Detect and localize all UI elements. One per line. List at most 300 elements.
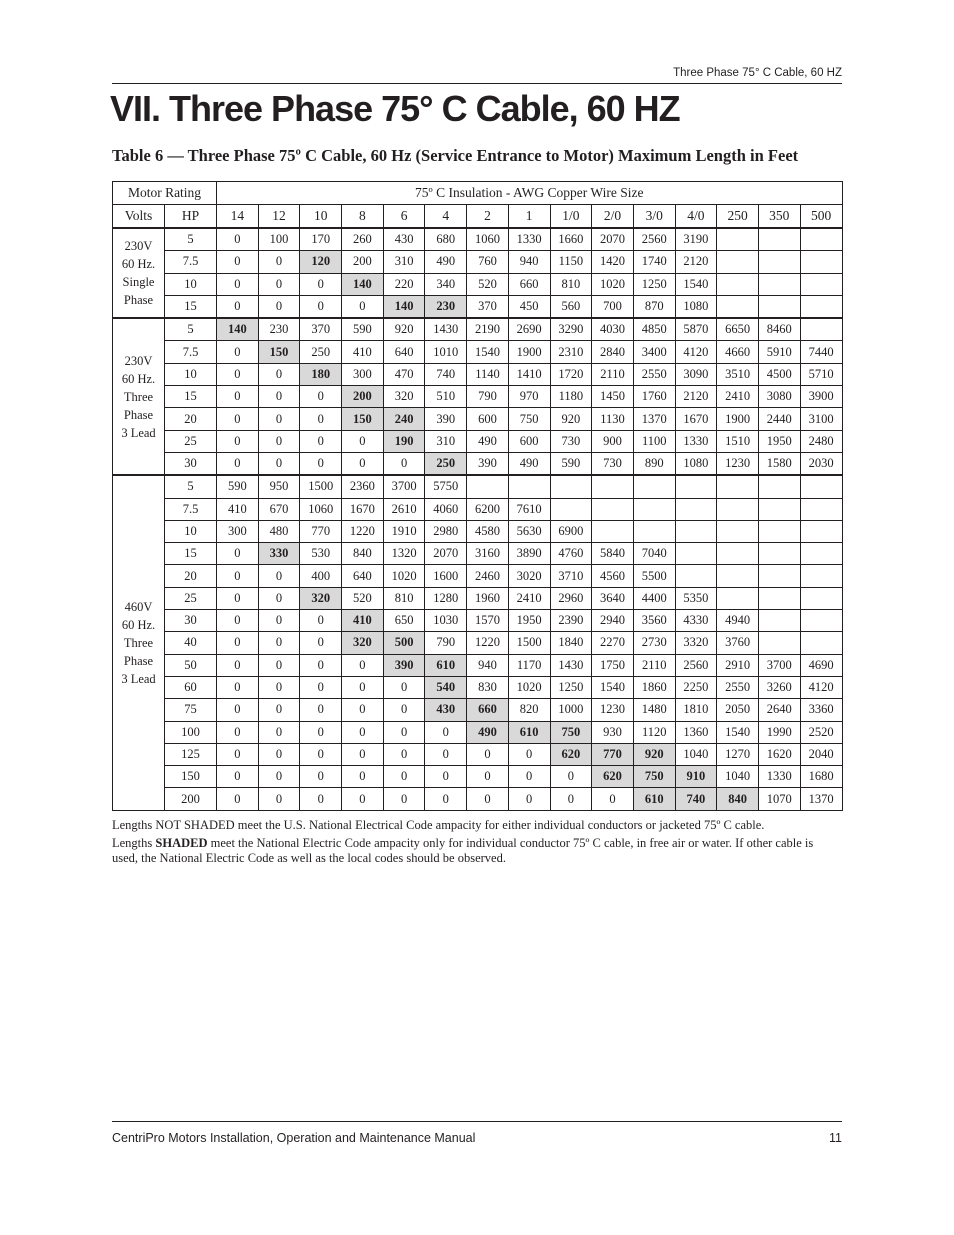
length-cell <box>592 475 634 498</box>
table-row <box>113 676 843 698</box>
length-cell: 4400 <box>633 587 675 609</box>
length-cell: 330 <box>258 543 300 565</box>
length-cell: 0 <box>425 788 467 810</box>
length-cell: 5710 <box>800 363 842 385</box>
length-cell: 1230 <box>717 452 759 475</box>
length-cell: 1620 <box>758 743 800 765</box>
length-cell: 1540 <box>592 676 634 698</box>
length-cell <box>467 475 509 498</box>
volts-line: 230V <box>124 239 153 254</box>
table-row <box>113 408 843 430</box>
length-cell: 510 <box>425 386 467 408</box>
length-cell: 940 <box>508 251 550 273</box>
length-cell: 770 <box>592 743 634 765</box>
table-notes <box>112 818 842 869</box>
length-cell: 2110 <box>592 363 634 385</box>
length-cell: 750 <box>508 408 550 430</box>
length-cell <box>758 632 800 654</box>
length-cell: 810 <box>383 587 425 609</box>
length-cell: 0 <box>258 363 300 385</box>
length-cell: 150 <box>342 408 384 430</box>
length-cell: 2550 <box>717 676 759 698</box>
length-cell: 490 <box>467 430 509 452</box>
length-cell <box>758 273 800 295</box>
wire-size-header: 1 <box>508 205 550 229</box>
length-cell: 3640 <box>592 587 634 609</box>
length-cell: 410 <box>342 610 384 632</box>
length-cell: 400 <box>300 565 342 587</box>
hp-cell: 20 <box>165 408 217 430</box>
length-cell: 0 <box>258 788 300 810</box>
length-cell: 4500 <box>758 363 800 385</box>
length-cell: 890 <box>633 452 675 475</box>
length-cell: 7040 <box>633 543 675 565</box>
length-cell: 600 <box>467 408 509 430</box>
length-cell: 950 <box>258 475 300 498</box>
length-cell: 190 <box>383 430 425 452</box>
length-cell: 0 <box>342 699 384 721</box>
length-cell: 390 <box>467 452 509 475</box>
length-cell: 2120 <box>675 386 717 408</box>
length-cell: 1100 <box>633 430 675 452</box>
length-cell: 660 <box>467 699 509 721</box>
length-cell: 0 <box>300 452 342 475</box>
length-cell: 0 <box>258 273 300 295</box>
length-cell: 1960 <box>467 587 509 609</box>
length-cell: 1120 <box>633 721 675 743</box>
length-cell: 0 <box>467 743 509 765</box>
hp-cell: 7.5 <box>165 341 217 363</box>
hp-header: HP <box>165 205 217 229</box>
length-cell: 230 <box>425 295 467 318</box>
length-cell: 0 <box>217 363 259 385</box>
length-cell: 370 <box>300 318 342 341</box>
length-cell <box>717 251 759 273</box>
length-cell: 1000 <box>550 699 592 721</box>
volts-line: 230V <box>124 353 153 368</box>
length-cell: 1570 <box>467 610 509 632</box>
length-cell: 2980 <box>425 520 467 542</box>
wire-size-header: 1/0 <box>550 205 592 229</box>
length-cell: 0 <box>300 386 342 408</box>
length-cell: 480 <box>258 520 300 542</box>
length-cell: 1080 <box>675 452 717 475</box>
hp-cell: 40 <box>165 632 217 654</box>
length-cell: 0 <box>342 743 384 765</box>
length-cell: 1680 <box>800 766 842 788</box>
length-cell: 0 <box>383 452 425 475</box>
hp-cell: 150 <box>165 766 217 788</box>
length-cell: 3760 <box>717 632 759 654</box>
length-cell: 1280 <box>425 587 467 609</box>
length-cell: 370 <box>467 295 509 318</box>
length-cell: 470 <box>383 363 425 385</box>
length-cell: 2120 <box>675 251 717 273</box>
table-row <box>113 452 843 475</box>
length-cell: 0 <box>342 430 384 452</box>
length-cell: 870 <box>633 295 675 318</box>
length-cell: 0 <box>425 743 467 765</box>
length-cell: 0 <box>383 788 425 810</box>
table-row <box>113 341 843 363</box>
hp-cell: 5 <box>165 318 217 341</box>
table-row <box>113 475 843 498</box>
hp-cell: 25 <box>165 587 217 609</box>
length-cell: 750 <box>550 721 592 743</box>
length-cell: 430 <box>383 228 425 251</box>
length-cell: 2050 <box>717 699 759 721</box>
length-cell: 7610 <box>508 498 550 520</box>
length-cell: 1020 <box>383 565 425 587</box>
length-cell: 790 <box>467 386 509 408</box>
table-row <box>113 251 843 273</box>
length-cell: 140 <box>217 318 259 341</box>
hp-cell: 200 <box>165 788 217 810</box>
length-cell <box>508 475 550 498</box>
length-cell: 1500 <box>508 632 550 654</box>
length-cell: 1740 <box>633 251 675 273</box>
length-cell: 390 <box>425 408 467 430</box>
table-row <box>113 565 843 587</box>
length-cell: 590 <box>550 452 592 475</box>
length-cell: 230 <box>258 318 300 341</box>
hp-cell: 30 <box>165 452 217 475</box>
length-cell: 1480 <box>633 699 675 721</box>
length-cell: 770 <box>300 520 342 542</box>
length-cell: 220 <box>383 273 425 295</box>
length-cell: 1270 <box>717 743 759 765</box>
length-cell <box>800 251 842 273</box>
length-cell: 2110 <box>633 654 675 676</box>
length-cell: 3900 <box>800 386 842 408</box>
length-cell <box>758 228 800 251</box>
length-cell: 650 <box>383 610 425 632</box>
length-cell: 2190 <box>467 318 509 341</box>
length-cell: 180 <box>300 363 342 385</box>
length-cell: 1950 <box>758 430 800 452</box>
hp-cell: 10 <box>165 520 217 542</box>
length-cell: 4120 <box>675 341 717 363</box>
length-cell: 3890 <box>508 543 550 565</box>
length-cell: 530 <box>300 543 342 565</box>
length-cell: 2070 <box>592 228 634 251</box>
length-cell <box>758 520 800 542</box>
hp-cell: 15 <box>165 543 217 565</box>
hp-cell: 100 <box>165 721 217 743</box>
length-cell: 170 <box>300 228 342 251</box>
length-cell: 1810 <box>675 699 717 721</box>
length-cell: 1130 <box>592 408 634 430</box>
length-cell: 1330 <box>675 430 717 452</box>
length-cell: 2270 <box>592 632 634 654</box>
length-cell: 610 <box>425 654 467 676</box>
length-cell: 3260 <box>758 676 800 698</box>
volts-cell <box>113 475 165 810</box>
length-cell: 0 <box>217 228 259 251</box>
length-cell: 310 <box>383 251 425 273</box>
length-cell: 740 <box>675 788 717 810</box>
length-cell: 2460 <box>467 565 509 587</box>
length-cell: 0 <box>217 430 259 452</box>
length-cell: 0 <box>217 699 259 721</box>
length-cell: 0 <box>258 408 300 430</box>
length-cell: 2480 <box>800 430 842 452</box>
length-cell <box>800 587 842 609</box>
length-cell <box>717 475 759 498</box>
length-cell: 3100 <box>800 408 842 430</box>
note-not-shaded: Lengths NOT SHADED meet the U.S. National Electrical Code ampacity for either individual conductors or jacketed 75º C cable. <box>112 818 765 832</box>
length-cell: 0 <box>217 587 259 609</box>
length-cell: 0 <box>425 721 467 743</box>
length-cell: 0 <box>258 386 300 408</box>
length-cell: 0 <box>550 766 592 788</box>
length-cell: 3290 <box>550 318 592 341</box>
hp-cell: 10 <box>165 363 217 385</box>
length-cell: 5500 <box>633 565 675 587</box>
length-cell: 500 <box>383 632 425 654</box>
volts-cell <box>113 318 165 475</box>
length-cell: 0 <box>217 610 259 632</box>
length-cell: 1080 <box>675 295 717 318</box>
wire-size-header: 2/0 <box>592 205 634 229</box>
length-cell: 250 <box>300 341 342 363</box>
length-cell: 840 <box>717 788 759 810</box>
length-cell: 3080 <box>758 386 800 408</box>
length-cell: 0 <box>592 788 634 810</box>
length-cell: 0 <box>217 676 259 698</box>
hp-cell: 5 <box>165 475 217 498</box>
length-cell: 5750 <box>425 475 467 498</box>
length-cell: 0 <box>258 699 300 721</box>
length-cell: 1990 <box>758 721 800 743</box>
length-cell: 0 <box>258 654 300 676</box>
length-cell: 0 <box>300 743 342 765</box>
length-cell: 0 <box>300 273 342 295</box>
length-cell: 1840 <box>550 632 592 654</box>
length-cell: 3320 <box>675 632 717 654</box>
length-cell: 1180 <box>550 386 592 408</box>
length-cell <box>592 498 634 520</box>
length-cell: 6650 <box>717 318 759 341</box>
length-cell: 520 <box>467 273 509 295</box>
length-cell: 2910 <box>717 654 759 676</box>
length-cell: 2840 <box>592 341 634 363</box>
length-cell: 1330 <box>758 766 800 788</box>
length-cell: 240 <box>383 408 425 430</box>
length-cell: 410 <box>217 498 259 520</box>
length-cell: 1540 <box>717 721 759 743</box>
length-cell: 1670 <box>342 498 384 520</box>
table-caption: Table 6 — Three Phase 75º C Cable, 60 Hz (Service Entrance to Motor) Maximum Length in Feet <box>112 146 799 165</box>
hp-cell: 15 <box>165 295 217 318</box>
volts-line: 60 Hz. <box>121 617 156 632</box>
length-cell: 1230 <box>592 699 634 721</box>
length-cell <box>800 610 842 632</box>
length-cell: 4850 <box>633 318 675 341</box>
length-cell: 3400 <box>633 341 675 363</box>
length-cell: 200 <box>342 251 384 273</box>
length-cell <box>550 498 592 520</box>
cable-length-table <box>112 181 843 811</box>
length-cell: 1010 <box>425 341 467 363</box>
length-cell: 0 <box>300 430 342 452</box>
length-cell: 4580 <box>467 520 509 542</box>
hp-cell: 125 <box>165 743 217 765</box>
length-cell: 0 <box>383 699 425 721</box>
length-cell: 840 <box>342 543 384 565</box>
length-cell <box>758 498 800 520</box>
length-cell: 1450 <box>592 386 634 408</box>
manual-title: CentriPro Motors Installation, Operation and Maintenance Manual <box>112 1131 476 1145</box>
table-row <box>113 788 843 810</box>
table-row <box>113 610 843 632</box>
length-cell: 260 <box>342 228 384 251</box>
length-cell <box>758 295 800 318</box>
length-cell: 0 <box>217 408 259 430</box>
length-cell: 5870 <box>675 318 717 341</box>
length-cell: 810 <box>550 273 592 295</box>
length-cell: 0 <box>508 766 550 788</box>
length-cell: 4690 <box>800 654 842 676</box>
length-cell: 1720 <box>550 363 592 385</box>
hp-cell: 30 <box>165 610 217 632</box>
length-cell: 100 <box>258 228 300 251</box>
length-cell: 1410 <box>508 363 550 385</box>
length-cell: 0 <box>300 295 342 318</box>
length-cell <box>675 475 717 498</box>
length-cell: 0 <box>217 543 259 565</box>
length-cell: 640 <box>383 341 425 363</box>
length-cell: 730 <box>592 452 634 475</box>
section-title: VII. Three Phase 75° C Cable, 60 HZ <box>110 88 680 129</box>
length-cell: 0 <box>258 565 300 587</box>
length-cell <box>800 632 842 654</box>
length-cell: 3360 <box>800 699 842 721</box>
page-number: 11 <box>829 1131 842 1145</box>
wire-size-header: 500 <box>800 205 842 229</box>
hp-cell: 15 <box>165 386 217 408</box>
length-cell: 4560 <box>592 565 634 587</box>
length-cell: 3160 <box>467 543 509 565</box>
length-cell: 140 <box>383 295 425 318</box>
length-cell: 1510 <box>717 430 759 452</box>
length-cell: 0 <box>217 654 259 676</box>
hp-cell: 25 <box>165 430 217 452</box>
length-cell: 2610 <box>383 498 425 520</box>
wire-size-header: 10 <box>300 205 342 229</box>
length-cell: 790 <box>425 632 467 654</box>
length-cell: 1370 <box>800 788 842 810</box>
length-cell: 0 <box>217 565 259 587</box>
length-cell <box>550 475 592 498</box>
length-cell: 1950 <box>508 610 550 632</box>
length-cell: 0 <box>508 743 550 765</box>
volts-line: 460V <box>124 599 153 614</box>
hp-cell: 50 <box>165 654 217 676</box>
length-cell: 740 <box>425 363 467 385</box>
length-cell: 340 <box>425 273 467 295</box>
length-cell: 0 <box>258 251 300 273</box>
length-cell: 2690 <box>508 318 550 341</box>
note-shaded-prefix: Lengths <box>112 836 156 850</box>
length-cell: 0 <box>383 676 425 698</box>
length-cell: 2440 <box>758 408 800 430</box>
volts-line: 60 Hz. <box>121 257 156 272</box>
length-cell: 0 <box>300 766 342 788</box>
length-cell: 1500 <box>300 475 342 498</box>
length-cell: 390 <box>383 654 425 676</box>
length-cell: 0 <box>217 632 259 654</box>
length-cell: 410 <box>342 341 384 363</box>
volts-line: Phase <box>123 653 154 668</box>
length-cell: 4120 <box>800 676 842 698</box>
table-row <box>113 228 843 251</box>
volts-line: Single <box>122 275 155 290</box>
length-cell: 0 <box>258 295 300 318</box>
length-cell: 3560 <box>633 610 675 632</box>
length-cell: 590 <box>217 475 259 498</box>
length-cell <box>800 318 842 341</box>
length-cell: 760 <box>467 251 509 273</box>
length-cell: 0 <box>300 721 342 743</box>
table-row <box>113 699 843 721</box>
length-cell: 540 <box>425 676 467 698</box>
length-cell: 4760 <box>550 543 592 565</box>
length-cell: 1060 <box>300 498 342 520</box>
length-cell: 830 <box>467 676 509 698</box>
table-row <box>113 386 843 408</box>
length-cell <box>800 520 842 542</box>
length-cell <box>592 520 634 542</box>
length-cell: 0 <box>217 788 259 810</box>
length-cell: 1360 <box>675 721 717 743</box>
length-cell: 310 <box>425 430 467 452</box>
length-cell <box>675 543 717 565</box>
wire-size-header: 14 <box>217 205 259 229</box>
length-cell: 2730 <box>633 632 675 654</box>
length-cell: 0 <box>383 766 425 788</box>
length-cell: 520 <box>342 587 384 609</box>
length-cell: 0 <box>300 654 342 676</box>
length-cell: 2250 <box>675 676 717 698</box>
length-cell: 640 <box>342 565 384 587</box>
length-cell: 1250 <box>550 676 592 698</box>
length-cell <box>800 565 842 587</box>
length-cell: 1020 <box>592 273 634 295</box>
length-cell: 0 <box>342 721 384 743</box>
length-cell: 490 <box>467 721 509 743</box>
length-cell <box>758 587 800 609</box>
length-cell <box>758 251 800 273</box>
note-shaded <box>112 836 842 866</box>
page-footer <box>112 1121 842 1145</box>
length-cell <box>675 565 717 587</box>
length-cell: 0 <box>258 610 300 632</box>
length-cell: 0 <box>508 788 550 810</box>
length-cell: 0 <box>217 743 259 765</box>
hp-cell: 10 <box>165 273 217 295</box>
length-cell: 0 <box>217 766 259 788</box>
length-cell: 0 <box>217 721 259 743</box>
length-cell <box>717 520 759 542</box>
volts-line: 3 Lead <box>121 671 156 686</box>
length-cell: 1040 <box>717 766 759 788</box>
length-cell <box>800 498 842 520</box>
length-cell: 2040 <box>800 743 842 765</box>
length-cell <box>800 295 842 318</box>
length-cell: 920 <box>383 318 425 341</box>
length-cell: 3510 <box>717 363 759 385</box>
